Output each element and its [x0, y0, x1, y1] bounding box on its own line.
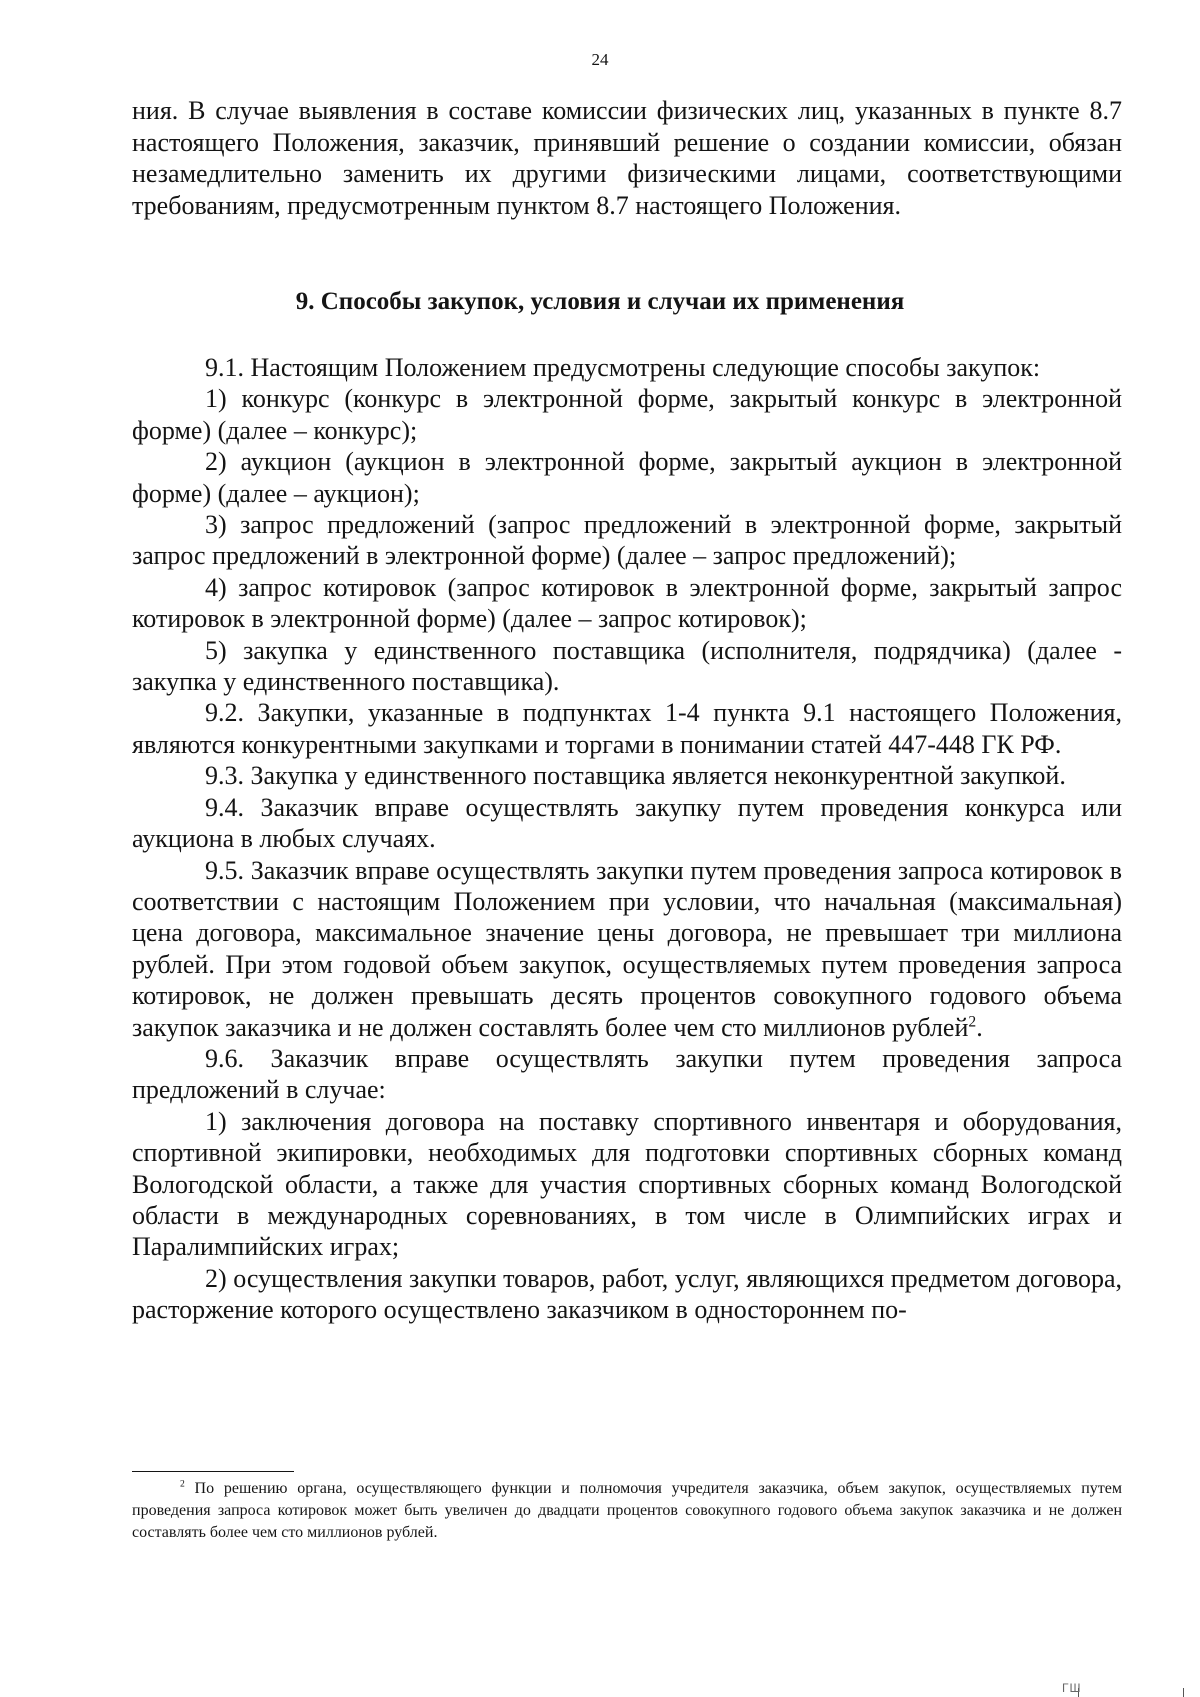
footnote-separator — [132, 1471, 294, 1472]
paragraph-9-5-text: 9.5. Заказчик вправе осуществлять закупки путем проведения запроса котировок в соответствии с настоящим Положением при условии, что начальная (максимальная) цена договора, максимальное значение цены договора, не превышает три миллиона рублей. При этом годовой объем закупок, осуществляемых путем проведения запроса котировок, не должен превышать десять процентов совокупного годового объема закупок заказчика и не должен составлять более чем сто миллионов рублей — [132, 855, 1122, 1042]
paragraph-9-2: 9.2. Закупки, указанные в подпунктах 1-4 пункта 9.1 настоящего Положения, являются конкурентными закупками и торгами в понимании статей 447-448 ГК РФ. — [132, 698, 1122, 759]
list-item-konkurs: 1) конкурс (конкурс в электронной форме, закрытый конкурс в электронной форме) (далее – конкурс); — [132, 384, 1122, 445]
paragraph-9-1: 9.1. Настоящим Положением предусмотрены следующие способы закупок: — [205, 353, 1041, 382]
footnote-reference[interactable]: 2 — [968, 1012, 977, 1030]
list-item-sport-inventar: 1) заключения договора на поставку спортивного инвентаря и оборудования, спортивной экипировки, необходимых для подготовки спортивных сборных команд Вологодской области, а также для участия спортивных сборных команд Вологодской области в международных соревнованиях, в том числе в Олимпийских играх и Паралимпийских играх; — [132, 1106, 1122, 1262]
paragraph-9-5-end: . — [976, 1012, 983, 1042]
list-item-zapros-kotirovok: 4) запрос котировок (запрос котировок в электронной форме, закрытый запрос котировок в электронной форме) (далее – запрос котировок); — [132, 572, 1122, 634]
list-item-auktsion: 2) аукцион (аукцион в электронной форме, закрытый аукцион в электронной форме) (далее – аукцион); — [132, 447, 1122, 508]
paragraph-9-5 — [132, 855, 1122, 1043]
section-heading: 9. Способы закупок, условия и случаи их применения — [295, 288, 905, 315]
footnote — [132, 1478, 1122, 1544]
section-body — [132, 352, 1122, 1326]
list-item-rastorzhenie: 2) осуществления закупки товаров, работ, услуг, являющихся предметом договора, расторжение которого осуществлено заказчиком в одностороннем по- — [132, 1263, 1122, 1325]
paragraph-9-3: 9.3. Закупка у единственного поставщика является неконкурентной закупкой. — [205, 761, 1066, 791]
list-item-zapros-predlozheniy: 3) запрос предложений (запрос предложений в электронной форме, закрытый запрос предложений в электронной форме) (далее – запрос предложений); — [132, 510, 1122, 571]
scan-artifact-mark — [1183, 1688, 1184, 1697]
footnote-text: По решению органа, осуществляющего функции и полномочия учредителя заказчика, объем закупок, осуществляемых путем проведения запроса котировок может быть увеличен до двадцати процентов совокупного годового объема закупок заказчика и не должен составлять более чем сто миллионов рублей. — [132, 1480, 1122, 1541]
list-item-edinstvenny-postavshchik: 5) закупка у единственного поставщика (исполнителя, подрядчика) (далее - закупка у единственного поставщика). — [132, 635, 1122, 697]
page-number: 24 — [591, 50, 609, 69]
scan-corner-text: ГШ — [1062, 1681, 1082, 1695]
footnote-marker: 2 — [180, 1478, 185, 1490]
paragraph-9-6: 9.6. Заказчик вправе осуществлять закупки путем проведения запроса предложений в случае: — [132, 1043, 1122, 1105]
intro-paragraph: ния. В случае выявления в составе комиссии физических лиц, указанных в пункте 8.7 настоящего Положения, заказчик, принявший решение о создании комиссии, обязан незамедлительно заменить их другими физическими лицами, соответствующими требованиям, предусмотренным пунктом 8.7 настоящего Положения. — [132, 96, 1122, 220]
paragraph-9-4: 9.4. Заказчик вправе осуществлять закупку путем проведения конкурса или аукциона в любых случаях. — [132, 792, 1122, 854]
